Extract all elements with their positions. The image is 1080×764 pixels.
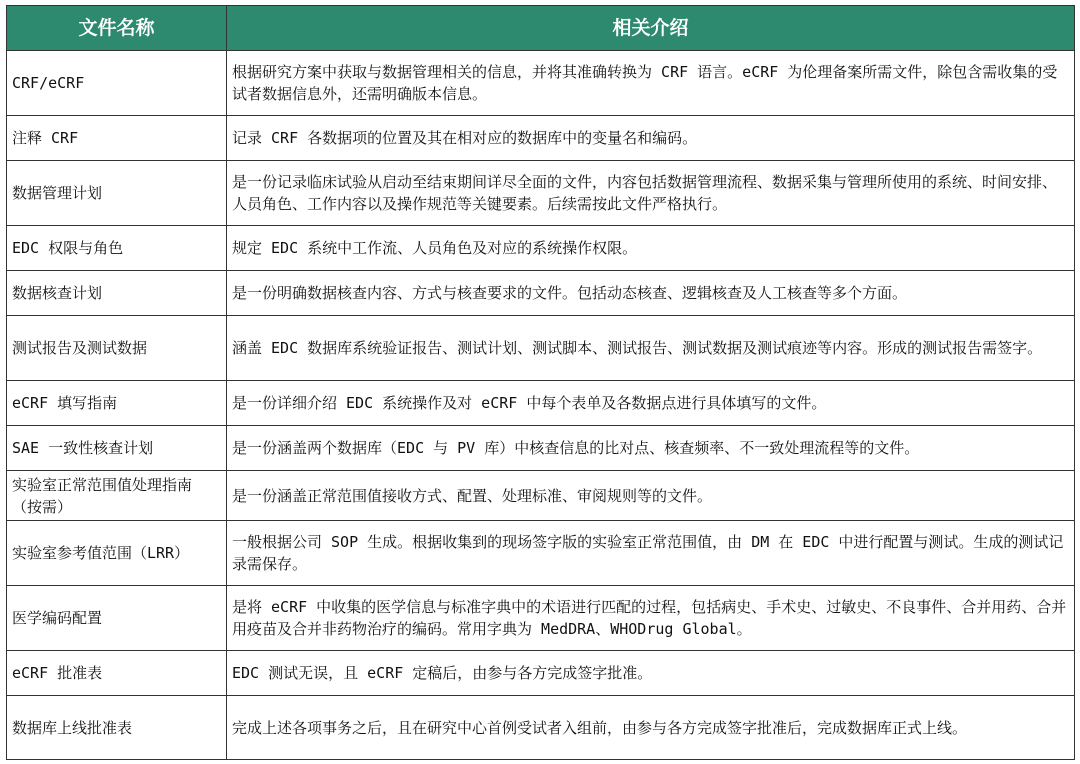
table-row [7, 271, 1075, 316]
header-file-name: 文件名称 [7, 6, 227, 51]
file-name-cell: 实验室正常范围值处理指南（按需） [7, 471, 227, 521]
table-row [7, 586, 1075, 651]
description-cell: 记录 CRF 各数据项的位置及其在相对应的数据库中的变量名和编码。 [227, 116, 1075, 161]
file-name-cell: 医学编码配置 [7, 586, 227, 651]
table-row [7, 426, 1075, 471]
file-name-cell: 实验室参考值范围（LRR） [7, 521, 227, 586]
header-row [7, 6, 1075, 51]
description-cell: 是一份明确数据核查内容、方式与核查要求的文件。包括动态核查、逻辑核查及人工核查等多个方面。 [227, 271, 1075, 316]
description-cell: 是一份详细介绍 EDC 系统操作及对 eCRF 中每个表单及各数据点进行具体填写的文件。 [227, 381, 1075, 426]
table-row [7, 161, 1075, 226]
file-name-cell: SAE 一致性核查计划 [7, 426, 227, 471]
description-cell: EDC 测试无误，且 eCRF 定稿后，由参与各方完成签字批准。 [227, 651, 1075, 696]
description-cell: 一般根据公司 SOP 生成。根据收集到的现场签字版的实验室正常范围值，由 DM 在 EDC 中进行配置与测试。生成的测试记录需保存。 [227, 521, 1075, 586]
file-name-cell: 数据核查计划 [7, 271, 227, 316]
description-cell: 是一份涵盖正常范围值接收方式、配置、处理标准、审阅规则等的文件。 [227, 471, 1075, 521]
table-row [7, 521, 1075, 586]
file-name-cell: 数据库上线批准表 [7, 696, 227, 760]
description-cell: 是一份记录临床试验从启动至结束期间详尽全面的文件，内容包括数据管理流程、数据采集与管理所使用的系统、时间安排、人员角色、工作内容以及操作规范等关键要素。后续需按此文件严格执行。 [227, 161, 1075, 226]
description-cell: 根据研究方案中获取与数据管理相关的信息，并将其准确转换为 CRF 语言。eCRF 为伦理备案所需文件，除包含需收集的受试者数据信息外，还需明确版本信息。 [227, 51, 1075, 116]
table-row [7, 381, 1075, 426]
description-cell: 是将 eCRF 中收集的医学信息与标准字典中的术语进行匹配的过程，包括病史、手术史、过敏史、不良事件、合并用药、合并用疫苗及合并非药物治疗的编码。常用字典为 MedDRA、WHODrug Global。 [227, 586, 1075, 651]
table-row [7, 226, 1075, 271]
description-cell: 涵盖 EDC 数据库系统验证报告、测试计划、测试脚本、测试报告、测试数据及测试痕迹等内容。形成的测试报告需签字。 [227, 316, 1075, 381]
file-name-cell: CRF/eCRF [7, 51, 227, 116]
description-cell: 是一份涵盖两个数据库（EDC 与 PV 库）中核查信息的比对点、核查频率、不一致处理流程等的文件。 [227, 426, 1075, 471]
file-name-cell: eCRF 填写指南 [7, 381, 227, 426]
header-description: 相关介绍 [227, 6, 1075, 51]
description-cell: 完成上述各项事务之后，且在研究中心首例受试者入组前，由参与各方完成签字批准后，完成数据库正式上线。 [227, 696, 1075, 760]
table-row [7, 316, 1075, 381]
document-table [6, 5, 1075, 760]
file-name-cell: 数据管理计划 [7, 161, 227, 226]
table-row [7, 51, 1075, 116]
file-name-cell: 注释 CRF [7, 116, 227, 161]
description-cell: 规定 EDC 系统中工作流、人员角色及对应的系统操作权限。 [227, 226, 1075, 271]
file-name-cell: eCRF 批准表 [7, 651, 227, 696]
table-row [7, 471, 1075, 521]
table-row [7, 116, 1075, 161]
table-row [7, 696, 1075, 760]
file-name-cell: EDC 权限与角色 [7, 226, 227, 271]
table-row [7, 651, 1075, 696]
file-name-cell: 测试报告及测试数据 [7, 316, 227, 381]
